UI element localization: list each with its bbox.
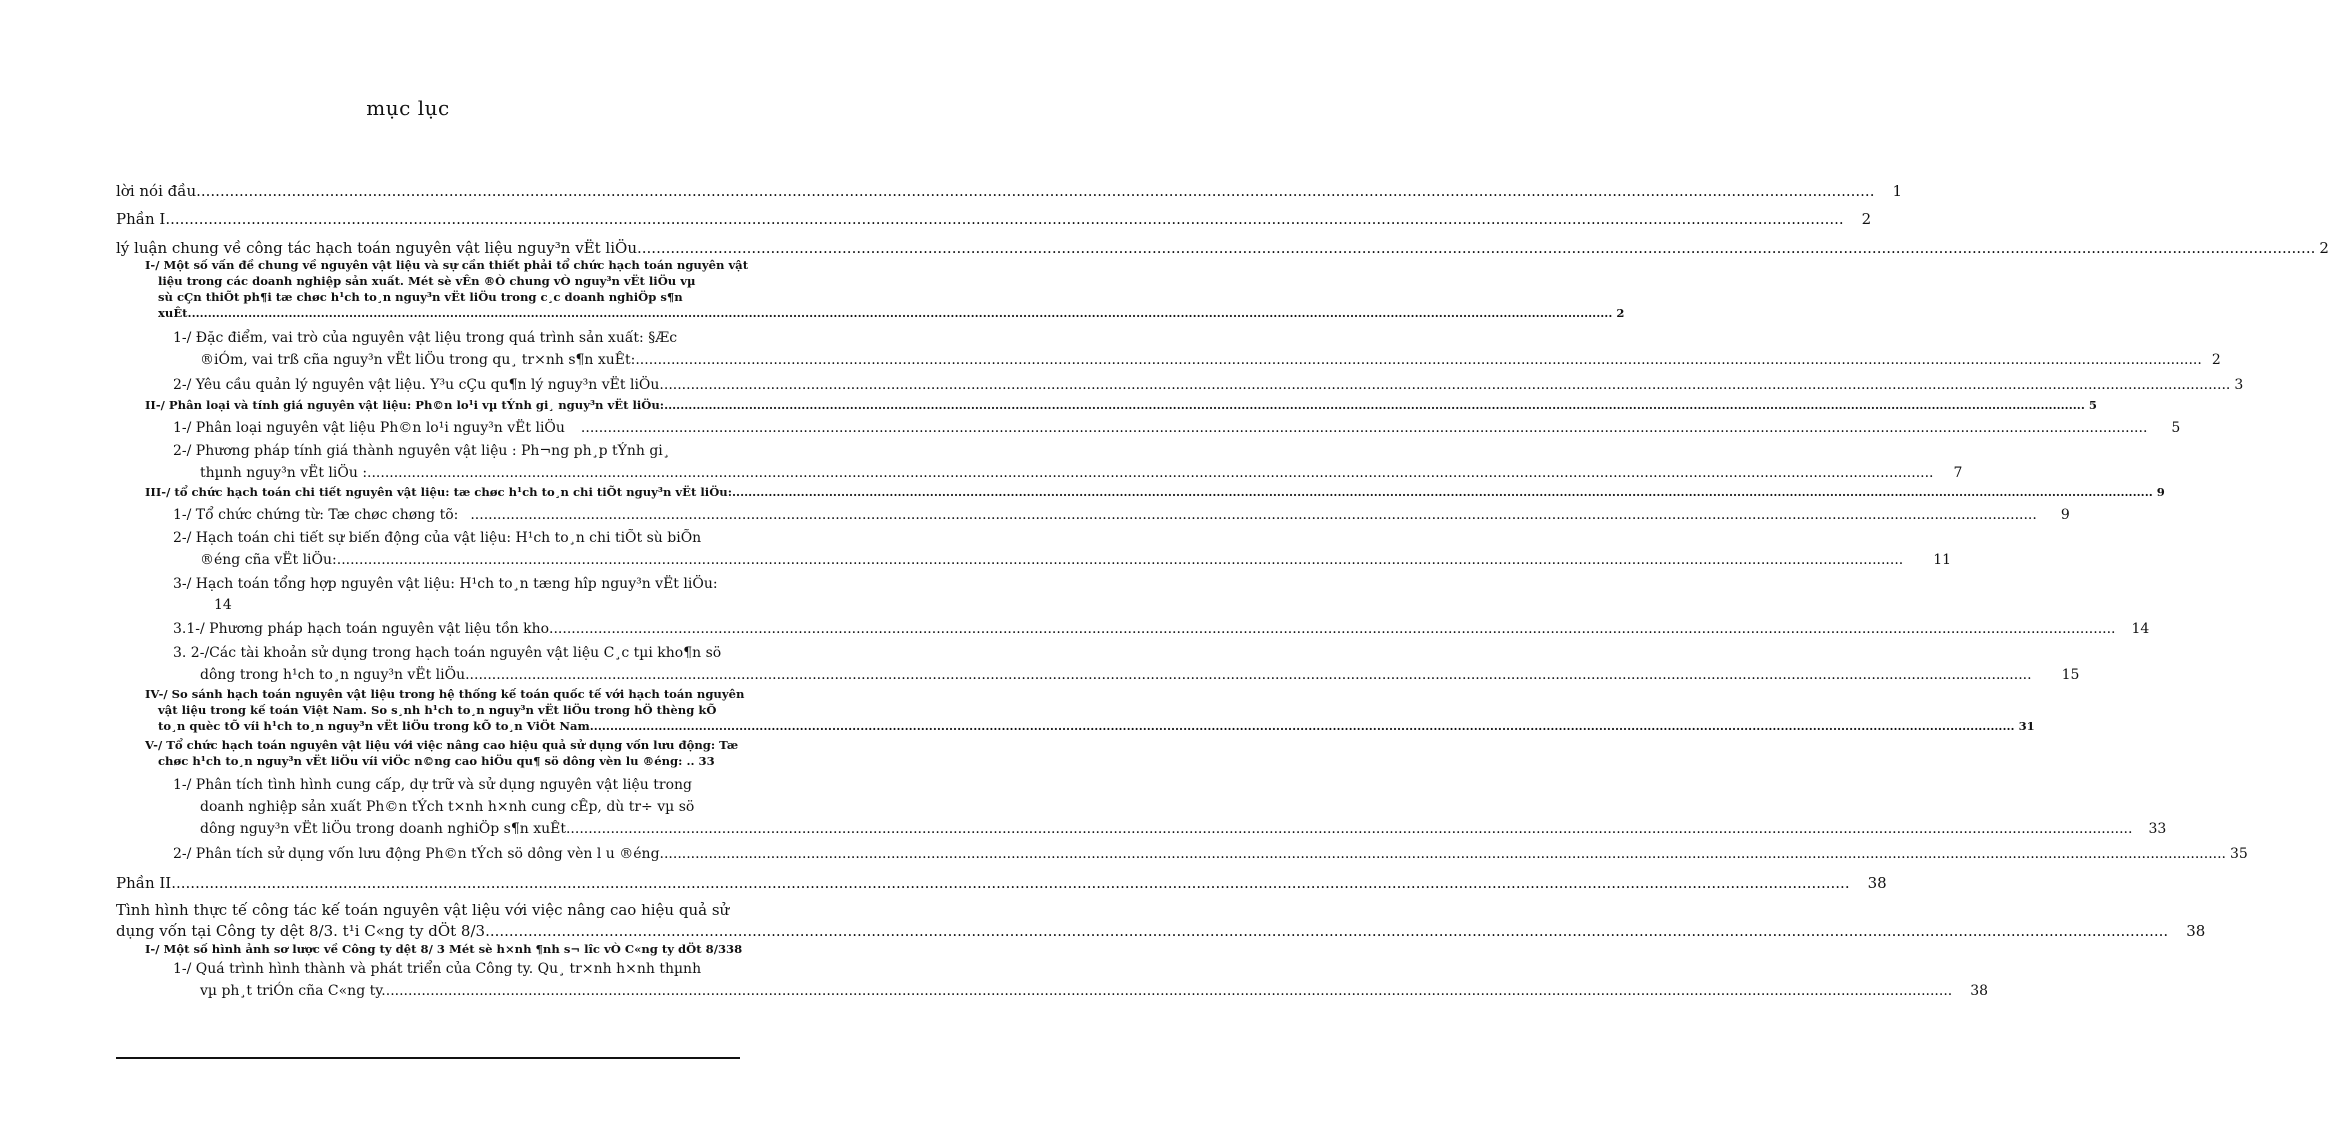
toc-page-number: 9 bbox=[2060, 507, 2070, 523]
toc-entry-text: vµ ph¸t triÓn cña C«ng ty. bbox=[200, 983, 386, 999]
toc-entry-text: 1-/ Phân loại nguyên vật liệu Ph©n lo¹i nguy³n vËt liÖu bbox=[173, 420, 565, 436]
dot-leader bbox=[566, 821, 2132, 837]
toc-page-number: 38 bbox=[2186, 922, 2206, 940]
toc-entry-text: lời nói đầu bbox=[116, 182, 197, 200]
dot-leader bbox=[165, 210, 1843, 228]
dot-leader bbox=[637, 239, 2315, 257]
toc-entry-text: 2-/ Yêu cầu quản lý nguyên vật liệu. Y³u cÇu qu¶n lý nguy³n vËt liÖu. bbox=[173, 377, 664, 393]
page-title: mục lục bbox=[366, 96, 450, 120]
dot-leader bbox=[386, 983, 1952, 999]
toc-page-number: 9 bbox=[2156, 485, 2165, 499]
toc-entry-phan-2 bbox=[116, 874, 1887, 892]
toc-page-number: 31 bbox=[2018, 719, 2035, 733]
toc-entry-2-1 bbox=[173, 420, 2181, 436]
toc-entry-section-4-line2: vật liệu trong kế toán Việt Nam. So s¸nh h¹ch to¸n nguy³n vËt liÖu trong hÖ thèng kÕ bbox=[158, 703, 717, 717]
toc-entry-5-1-line3 bbox=[200, 821, 2167, 837]
toc-page-number: 1 bbox=[1892, 182, 1903, 200]
toc-page-number: 2 bbox=[2211, 352, 2221, 368]
toc-entry-5-1-line2: doanh nghiệp sản xuất Ph©n tÝch t×nh h×nh cung cÊp, dù tr÷ vµ sö bbox=[200, 799, 695, 815]
toc-entry-section-5-line1: V-/ Tổ chức hạch toán nguyên vật liệu với việc nâng cao hiệu quả sử dụng vốn lưu động: Tæ bbox=[145, 738, 739, 752]
toc-entry-text: 2-/ Phân tích sử dụng vốn lưu động Ph©n tÝch sö dông vèn l u ®éng bbox=[173, 846, 660, 862]
dot-leader bbox=[192, 306, 1613, 320]
dot-leader bbox=[635, 352, 2201, 368]
toc-page-number: 38 bbox=[726, 942, 743, 956]
dot-leader bbox=[549, 621, 2115, 637]
toc-entry-section-1-line2: liệu trong các doanh nghiệp sản xuất. Mét sè vÊn ®Ò chung vÒ nguy³n vËt liÖu vµ bbox=[158, 274, 696, 288]
toc-entry-text: to¸n quèc tÕ víi h¹ch to¸n nguy³n vËt liÖu trong kÕ to¸n ViÖt Nam. bbox=[158, 719, 594, 733]
toc-entry-3-3-2-line1: 3. 2-/Các tài khoản sử dụng trong hạch toán nguyên vật liệu C¸c tµi kho¶n sö bbox=[173, 645, 722, 661]
toc-entry-text: 3.1-/ Phương pháp hạch toán nguyên vật liệu tồn kho bbox=[173, 621, 550, 637]
dot-leader bbox=[337, 552, 1903, 568]
toc-entry-text: xuÊt. bbox=[158, 306, 192, 320]
footer-rule bbox=[116, 1057, 740, 1059]
toc-entry-text: II-/ Phân loại và tính giá nguyên vật liệu: Ph©n lo¹i vµ tÝnh gi¸ nguy³n vËt liÖu: bbox=[145, 398, 665, 412]
dot-leader bbox=[732, 485, 2153, 499]
toc-entry-text: dông trong h¹ch to¸n nguy³n vËt liÖu bbox=[200, 667, 466, 683]
dot-leader bbox=[594, 719, 2015, 733]
toc-entry-section-5-line2 bbox=[158, 754, 740, 768]
dot-leader bbox=[660, 846, 2226, 862]
toc-entry-text: lý luận chung về công tác hạch toán nguyên vật liệu nguy³n vËt liÖu bbox=[116, 239, 637, 257]
toc-entry-2-2-line1: 2-/ Phương pháp tính giá thành nguyên vật liệu : Ph¬ng ph¸p tÝnh gi¸ bbox=[173, 443, 670, 459]
toc-page-number: 2 bbox=[1861, 210, 1872, 228]
toc-page-number: 11 bbox=[1933, 552, 1952, 568]
toc-entry-section-1-line4 bbox=[158, 306, 1625, 320]
toc-page-number: 33 bbox=[698, 754, 715, 768]
toc-entry-5-2 bbox=[173, 846, 2248, 862]
toc-entry-section-1-line3: sù cÇn thiÕt ph¶i tæ chøc h¹ch to¸n nguy³n vËt liÖu trong c¸c doanh nghiÖp s¶n bbox=[158, 290, 683, 304]
toc-entry-part2-section-1 bbox=[145, 942, 743, 956]
toc-entry-text: ®éng cña vËt liÖu: bbox=[200, 552, 337, 568]
toc-entry-text: dụng vốn tại Công ty dệt 8/3. t¹i C«ng ty dÖt 8/3. bbox=[116, 922, 490, 940]
toc-entry-3-1 bbox=[173, 507, 2070, 523]
toc-entry-3-3-line1: 3-/ Hạch toán tổng hợp nguyên vật liệu: H¹ch to¸n tæng hîp nguy³n vËt liÖu: bbox=[173, 576, 718, 592]
toc-entry-3-2-line2 bbox=[200, 552, 1952, 568]
dot-leader bbox=[465, 667, 2031, 683]
dot-leader bbox=[490, 922, 2168, 940]
toc-entry-3-2-line1: 2-/ Hạch toán chi tiết sự biến động của vật liệu: H¹ch to¸n chi tiÕt sù biÕn bbox=[173, 530, 702, 546]
dot-leader bbox=[367, 465, 1933, 481]
toc-page-number: 2 bbox=[1616, 306, 1625, 320]
dot-leader bbox=[565, 420, 2147, 436]
toc-page-number: 14 bbox=[2131, 621, 2150, 637]
toc-entry-ly-luan-chung bbox=[116, 239, 2329, 257]
toc-entry-text: III-/ tổ chức hạch toán chi tiết nguyên vật liệu: tæ chøc h¹ch to¸n chi tiÕt nguy³n vËt liÖu: bbox=[145, 485, 732, 499]
toc-page-number: 33 bbox=[2148, 821, 2167, 837]
toc-page-number: 15 bbox=[2061, 667, 2080, 683]
toc-entry-part2-1-1-line1: 1-/ Quá trình hình thành và phát triển của Công ty. Qu¸ tr×nh h×nh thµnh bbox=[173, 961, 702, 977]
toc-entry-3-3-line2: 14 bbox=[214, 597, 232, 613]
toc-page-number: 35 bbox=[2230, 846, 2248, 862]
dot-leader bbox=[458, 507, 2036, 523]
toc-entry-loi-noi-dau bbox=[116, 182, 1903, 200]
dot-leader bbox=[171, 874, 1849, 892]
toc-entry-phan-1 bbox=[116, 210, 1872, 228]
toc-page-number: 38 bbox=[1970, 983, 1989, 999]
toc-entry-1-1-line2 bbox=[200, 352, 2221, 368]
toc-entry-section-2 bbox=[145, 398, 2097, 412]
toc-entry-1-1-line1: 1-/ Đặc điểm, vai trò của nguyên vật liệu trong quá trình sản xuất: §Æc bbox=[173, 330, 678, 346]
toc-entry-text: ®iÓm, vai trß cña nguy³n vËt liÖu trong qu¸ tr×nh s¶n xuÊt: bbox=[200, 352, 636, 368]
toc-entry-text: Phần I bbox=[116, 210, 166, 228]
toc-page-number: 2 bbox=[2319, 239, 2329, 257]
toc-entry-3-3-1 bbox=[173, 621, 2150, 637]
dot-leader bbox=[664, 398, 2085, 412]
toc-entry-text: thµnh nguy³n vËt liÖu : bbox=[200, 465, 368, 481]
dot-leader bbox=[196, 182, 1874, 200]
toc-page-number: 5 bbox=[2171, 420, 2181, 436]
toc-page-number: 7 bbox=[1953, 465, 1963, 481]
toc-entry-text: dông nguy³n vËt liÖu trong doanh nghiÖp s¶n xuÊt bbox=[200, 821, 566, 837]
toc-entry-3-3-2-line2 bbox=[200, 667, 2080, 683]
toc-entry-part2-1-1-line2 bbox=[200, 983, 1989, 999]
toc-entry-text: Phần II bbox=[116, 874, 172, 892]
toc-page-number: 3 bbox=[2234, 377, 2244, 393]
toc-entry-text: 1-/ Tổ chức chứng từ: Tæ chøc chøng tõ: bbox=[173, 507, 459, 523]
toc-entry-1-2 bbox=[173, 377, 2244, 393]
toc-entry-section-3 bbox=[145, 485, 2165, 499]
toc-entry-text: I-/ Một số hình ảnh sơ lược về Công ty dệt 8/ 3 Mét sè h×nh ¶nh s¬ lîc vÒ C«ng ty dÖt 8/3 bbox=[145, 942, 727, 956]
toc-entry-section-1-line1: I-/ Một số vấn đề chung về nguyên vật liệu và sự cần thiết phải tổ chức hạch toán nguyên vật bbox=[145, 258, 749, 272]
toc-entry-2-2-line2 bbox=[200, 465, 1963, 481]
toc-entry-tinh-hinh-line1: Tình hình thực tế công tác kế toán nguyên vật liệu với việc nâng cao hiệu quả sử bbox=[116, 901, 730, 919]
toc-page-number: 38 bbox=[1867, 874, 1887, 892]
toc-entry-5-1-line1: 1-/ Phân tích tình hình cung cấp, dự trữ và sử dụng nguyên vật liệu trong bbox=[173, 777, 692, 793]
toc-page-number: 5 bbox=[2088, 398, 2097, 412]
toc-entry-text: chøc h¹ch to¸n nguy³n vËt liÖu víi viÖc n©ng cao hiÖu qu¶ sö dông vèn lu ®éng: .. bbox=[158, 754, 695, 768]
toc-entry-section-4-line3 bbox=[158, 719, 2035, 733]
toc-entry-tinh-hinh-line2 bbox=[116, 922, 2206, 940]
dot-leader bbox=[664, 377, 2230, 393]
toc-entry-section-4-line1: IV-/ So sánh hạch toán nguyên vật liệu trong hệ thống kế toán quốc tế với hạch toán nguyên bbox=[145, 687, 745, 701]
